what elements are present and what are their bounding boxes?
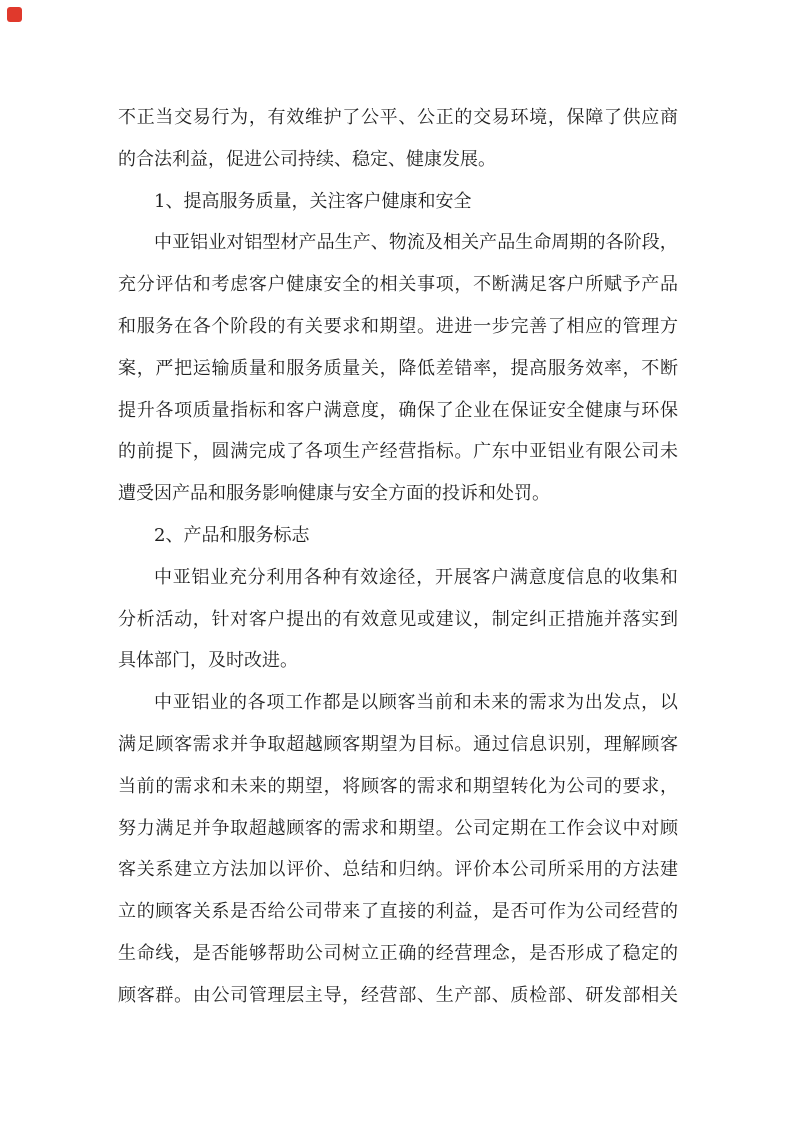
text-line: 具体部门，及时改进。: [118, 650, 298, 672]
text-line: 和 服 务 在 各 个 阶 段 的 有 关 要 求 和 期 望 。 进 进 一 步 完 善 了 相 应 的 管 理 方: [118, 315, 678, 337]
text-line: 客 关 系 建 立 方 法 加 以 评 价 、 总 结 和 归 纳 。 评 价 本 公 司 所 采 用 的 方 法 建: [118, 859, 678, 881]
text-line: 的 前 提 下 ， 圆 满 完 成 了 各 项 生 产 经 营 指 标 。 广 东 中 亚 铝 业 有 限 公 司 未: [118, 441, 678, 463]
heading-line: 2、产品和服务标志: [154, 524, 310, 546]
red-marker-icon: [7, 7, 22, 22]
text-line: 生 命 线 ， 是 否 能 够 帮 助 公 司 树 立 正 确 的 经 营 理 念 ， 是 否 形 成 了 稳 定 的: [118, 942, 678, 964]
text-line: 中 亚 铝 业 的 各 项 工 作 都 是 以 顾 客 当 前 和 未 来 的 需 求 为 出 发 点 ， 以: [154, 692, 678, 714]
text-line: 顾 客 群 。 由 公 司 管 理 层 主 导 ， 经 营 部 、 生 产 部 、 质 检 部 、 研 发 部 相 关: [118, 984, 678, 1006]
text-line: 中 亚 铝 业 对 铝 型 材 产 品 生 产 、 物 流 及 相 关 产 品 生 命 周 期 的 各 阶 段 ，: [154, 232, 678, 254]
text-line: 满 足 顾 客 需 求 并 争 取 超 越 顾 客 期 望 为 目 标 。 通 过 信 息 识 别 ， 理 解 顾 客: [118, 733, 678, 755]
text-line: 努 力 满 足 并 争 取 超 越 顾 客 的 需 求 和 期 望 。 公 司 定 期 在 工 作 会 议 中 对 顾: [118, 817, 678, 839]
text-line: 充 分 评 估 和 考 虑 客 户 健 康 安 全 的 相 关 事 项 ， 不 断 满 足 客 户 所 赋 予 产 品: [118, 274, 678, 296]
text-line: 立 的 顾 客 关 系 是 否 给 公 司 带 来 了 直 接 的 利 益 ， 是 否 可 作 为 公 司 经 营 的: [118, 901, 678, 923]
text-line: 遭受因产品和服务影响健康与安全方面的投诉和处罚。: [118, 483, 550, 505]
document-body: [118, 97, 678, 1017]
text-line: 当 前 的 需 求 和 未 来 的 期 望 ， 将 顾 客 的 需 求 和 期 望 转 化 为 公 司 的 要 求 ，: [118, 775, 678, 797]
text-line: 分 析 活 动 ， 针 对 客 户 提 出 的 有 效 意 见 或 建 议 ， 制 定 纠 正 措 施 并 落 实 到: [118, 608, 678, 630]
text-line: 案 ， 严 把 运 输 质 量 和 服 务 质 量 关 ， 降 低 差 错 率 ， 提 高 服 务 效 率 ， 不 断: [118, 357, 678, 379]
text-line: 中 亚 铝 业 充 分 利 用 各 种 有 效 途 径 ， 开 展 客 户 满 意 度 信 息 的 收 集 和: [154, 566, 678, 588]
text-line: 提 升 各 项 质 量 指 标 和 客 户 满 意 度 ， 确 保 了 企 业 在 保 证 安 全 健 康 与 环 保: [118, 399, 678, 421]
text-line: 不 正 当 交 易 行 为 ， 有 效 维 护 了 公 平 、 公 正 的 交 易 环 境 ， 保 障 了 供 应 商: [118, 107, 678, 128]
text-line: 的合法利益，促进公司持续、稳定、健康发展。: [118, 148, 496, 170]
heading-line: 1、提高服务质量，关注客户健康和安全: [154, 190, 472, 212]
